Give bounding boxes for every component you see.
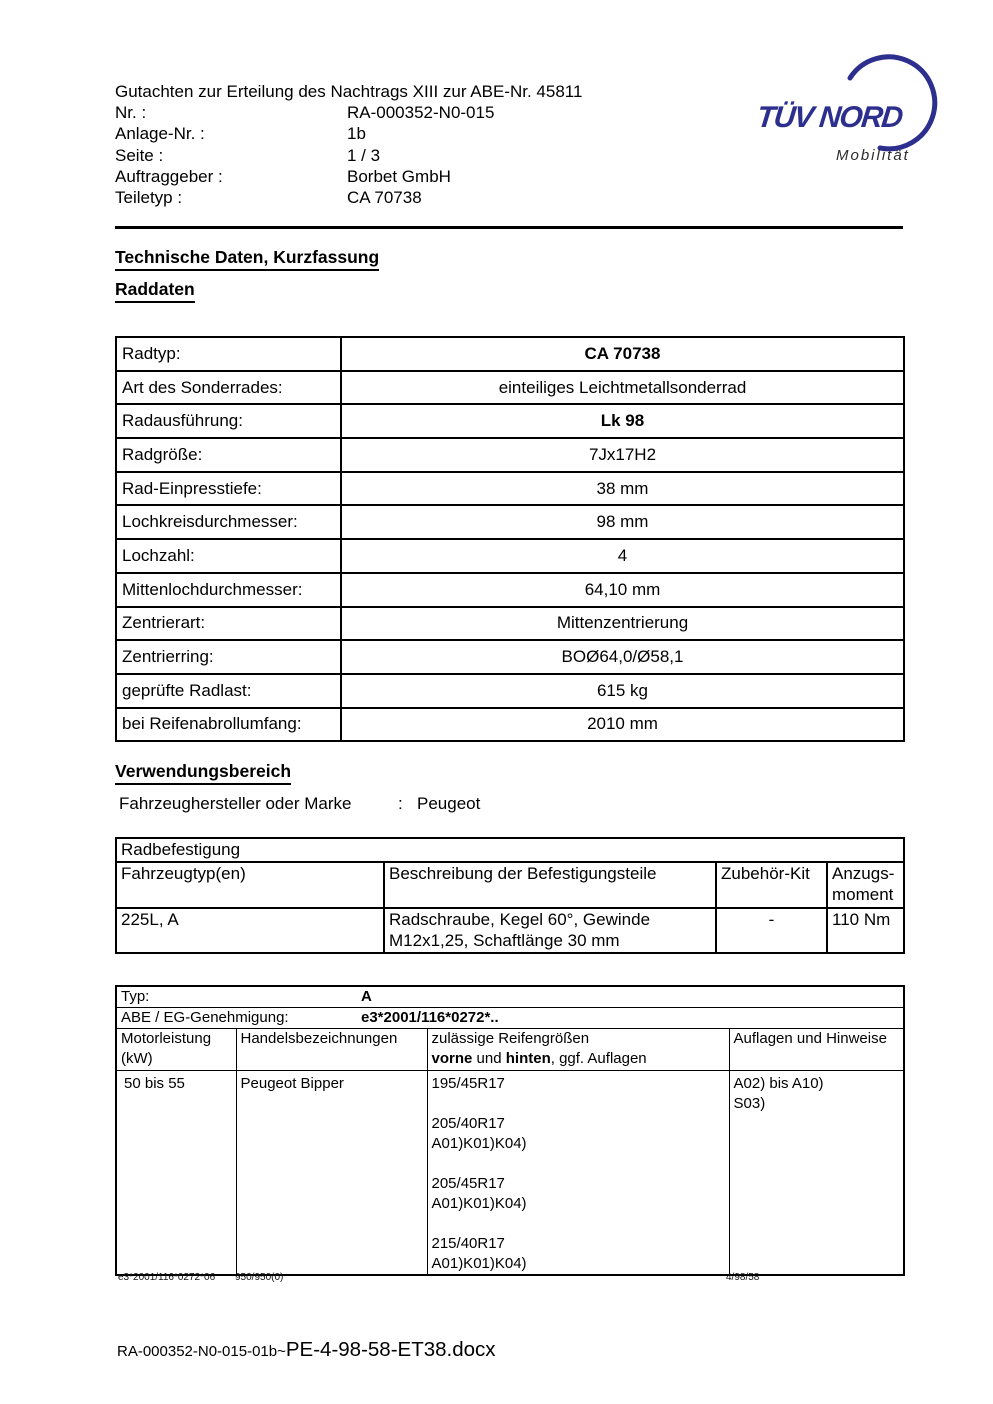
header-field-seite [115, 145, 582, 166]
field-label: Seite : [115, 145, 164, 165]
auflagen-line1: A02) bis A10) [733, 1075, 824, 1092]
footnote-achslast: 950/950(0) [235, 1272, 284, 1283]
col-header-handelsbezeichnungen: Handelsbezeichnungen [236, 1029, 427, 1071]
section-heading-raddaten: Raddaten [115, 279, 195, 303]
col-header-beschreibung: Beschreibung der Befestigungsteile [384, 862, 716, 908]
cell-reifengroessen [427, 1071, 729, 1276]
row-label: Art des Sonderrades: [116, 371, 341, 405]
abe-value: e3*2001/116*0272*.. [361, 1009, 499, 1026]
col-header-reifengroessen [427, 1029, 729, 1071]
row-label: bei Reifenabrollumfang: [116, 708, 341, 742]
row-value: 4 [341, 539, 904, 573]
header-divider [115, 226, 903, 229]
header-field-teiletyp [115, 187, 582, 208]
hersteller-label: Fahrzeughersteller oder Marke [119, 794, 352, 813]
table-row [116, 573, 904, 607]
field-value: 1 / 3 [347, 145, 381, 165]
row-value: CA 70738 [341, 337, 904, 371]
tire-size-line: A01)K01)K04) [431, 1255, 527, 1272]
cell-handelsbezeichnung: Peugeot Bipper [236, 1071, 427, 1276]
vorne-label: vorne [431, 1050, 473, 1067]
col-header-fahrzeugtyp: Fahrzeugtyp(en) [116, 862, 384, 908]
typ-value: A [361, 988, 372, 1005]
tire-size-line: A01)K01)K04) [431, 1135, 527, 1152]
col-header-anzugs-line2: moment [832, 885, 894, 904]
typ-table-footnotes [115, 1272, 903, 1286]
beschreibung-line1: Radschraube, Kegel 60°, Gewinde [389, 909, 651, 929]
row-value: 64,10 mm [341, 573, 904, 607]
cell-motorleistung: 50 bis 55 [116, 1071, 236, 1276]
field-label: Anlage-Nr. : [115, 124, 205, 144]
row-label: Radausführung: [116, 404, 341, 438]
footer-file-prefix: RA-000352-N0-015-01b~ [117, 1343, 286, 1360]
raddaten-table [115, 336, 905, 742]
row-label: Zentrierart: [116, 607, 341, 641]
table-row [116, 539, 904, 573]
row-label: Mittenlochdurchmesser: [116, 573, 341, 607]
section-heading-verwendungsbereich: Verwendungsbereich [115, 761, 291, 785]
row-value: einteiliges Leichtmetallsonderrad [341, 371, 904, 405]
tire-size-line: 215/40R17 [431, 1235, 505, 1252]
beschreibung-line2: M12x1,25, Schaftlänge 30 mm [389, 931, 620, 950]
field-value: 1b [347, 124, 366, 144]
footer-file-name: PE-4-98-58-ET38.docx [285, 1338, 496, 1361]
row-label: Radtyp: [116, 337, 341, 371]
table-row [116, 640, 904, 674]
tire-size-line [432, 1154, 725, 1174]
field-value: CA 70738 [347, 188, 422, 208]
typ-label: Typ: [121, 988, 150, 1005]
document-title: Gutachten zur Erteilung des Nachtrags XIII zur ABE-Nr. 45811 [115, 82, 583, 101]
col-header-auflagen: Auflagen und Hinweise [729, 1029, 904, 1071]
tire-size-line: 205/45R17 [431, 1175, 505, 1192]
table-row [116, 708, 904, 742]
ggf-auflagen-text: , ggf. Auflagen [550, 1050, 647, 1067]
motorleistung-line1: Motorleistung [121, 1030, 212, 1047]
row-value: 2010 mm [341, 708, 904, 742]
table-row [116, 404, 904, 438]
cell-zubehoer: - [716, 908, 827, 953]
typ-table [115, 985, 905, 1276]
col-header-anzugs-line1: Anzugs- [832, 863, 895, 883]
cell-fahrzeugtyp: 225L, A [116, 908, 384, 953]
hersteller-value: Peugeot [417, 794, 481, 813]
tire-size-line [432, 1214, 725, 1234]
hersteller-colon: : [398, 794, 403, 813]
reifen-header-line1: zulässige Reifengrößen [431, 1030, 590, 1047]
row-value: Lk 98 [341, 404, 904, 438]
motorleistung-line2: (kW) [121, 1050, 153, 1067]
table-row [116, 607, 904, 641]
row-label: Radgröße: [116, 438, 341, 472]
document-footer [117, 1338, 496, 1362]
footnote-code: 4/98/58 [726, 1272, 760, 1283]
cell-anzugsmoment: 110 Nm [827, 908, 904, 953]
reifen-header-line2 [432, 1049, 725, 1069]
hersteller-line [119, 794, 480, 814]
table-row [116, 371, 904, 405]
table-row [116, 674, 904, 708]
row-label: Lochzahl: [116, 539, 341, 573]
footnote-eg-nummer: e3*2001/116*0272*06 [118, 1272, 216, 1283]
tuev-nord-logo: TÜV NORD [755, 101, 904, 134]
hinten-label: hinten [505, 1050, 551, 1067]
row-value: 7Jx17H2 [341, 438, 904, 472]
row-label: Lochkreisdurchmesser: [116, 505, 341, 539]
typ-row [116, 986, 904, 1008]
tire-size-line: 205/40R17 [431, 1115, 505, 1132]
row-label: Rad-Einpresstiefe: [116, 472, 341, 506]
tire-size-line: A01)K01)K04) [431, 1195, 527, 1212]
cell-beschreibung [384, 908, 716, 953]
header-field-nr [115, 102, 582, 123]
table-row [116, 337, 904, 371]
row-value: BOØ64,0/Ø58,1 [341, 640, 904, 674]
row-value: Mittenzentrierung [341, 607, 904, 641]
typ-data-row [116, 1071, 904, 1276]
field-label: Teiletyp : [115, 188, 183, 208]
radbefestigung-data-row [116, 908, 904, 953]
row-value: 38 mm [341, 472, 904, 506]
tire-size-line: 195/45R17 [431, 1075, 505, 1092]
table-row [116, 505, 904, 539]
col-header-anzugsmoment [827, 862, 904, 908]
col-header-motorleistung [116, 1029, 236, 1071]
table-row [116, 472, 904, 506]
cell-auflagen [729, 1071, 904, 1276]
und-text: und [472, 1050, 506, 1067]
row-label: geprüfte Radlast: [116, 674, 341, 708]
field-label: Nr. : [115, 103, 147, 123]
header-field-auftraggeber [115, 166, 582, 187]
header-field-anlage [115, 123, 582, 144]
row-value: 615 kg [341, 674, 904, 708]
abe-row [116, 1008, 904, 1029]
row-value: 98 mm [341, 505, 904, 539]
row-label: Zentrierring: [116, 640, 341, 674]
logo-tagline: Mobilität [836, 147, 910, 164]
radbefestigung-title-row [116, 838, 904, 862]
document-header [115, 81, 582, 208]
field-value: Borbet GmbH [347, 166, 451, 186]
table-row [116, 438, 904, 472]
auflagen-line2: S03) [733, 1095, 766, 1112]
col-header-zubehoer: Zubehör-Kit [716, 862, 827, 908]
field-label: Auftraggeber : [115, 166, 223, 186]
section-heading-technische-daten: Technische Daten, Kurzfassung [115, 247, 379, 271]
tire-size-line [432, 1094, 725, 1114]
radbefestigung-table [115, 837, 905, 954]
radbefestigung-header-row [116, 862, 904, 908]
field-value: RA-000352-N0-015 [347, 103, 495, 123]
abe-label: ABE / EG-Genehmigung: [121, 1009, 289, 1026]
typ-header-row [116, 1029, 904, 1071]
radbefestigung-title: Radbefestigung [116, 838, 904, 862]
